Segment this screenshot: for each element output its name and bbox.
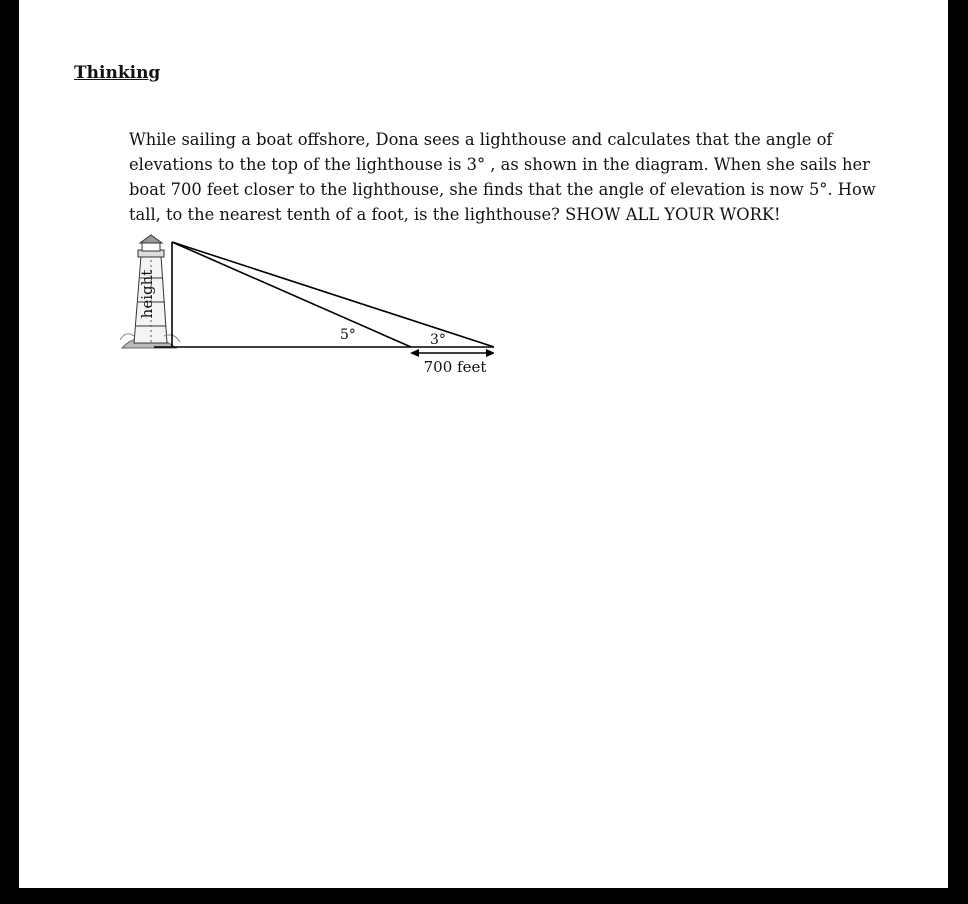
distance-label: 700 feet (423, 358, 487, 376)
angle-5-label: 5° (340, 327, 356, 343)
angle-3-label: 3° (430, 332, 446, 348)
problem-text: While sailing a boat offshore, Dona sees a lighthouse and calculates that the angle of elevations to the top of the lighthouse is 3° , as shown in the diagram. When she sails her boat 700 feet closer to the lighthouse, she finds that the angle of elevation is now 5°. How tall, to the nearest tenth of a foot, is the lighthouse? SHOW ALL YOUR WORK! (129, 130, 876, 224)
sightline-5deg (172, 242, 411, 347)
lighthouse-diagram (114, 232, 494, 382)
section-heading: Thinking (74, 63, 161, 83)
worksheet-page (19, 0, 948, 888)
distance-arrow (410, 349, 494, 357)
height-label: height (138, 269, 156, 319)
